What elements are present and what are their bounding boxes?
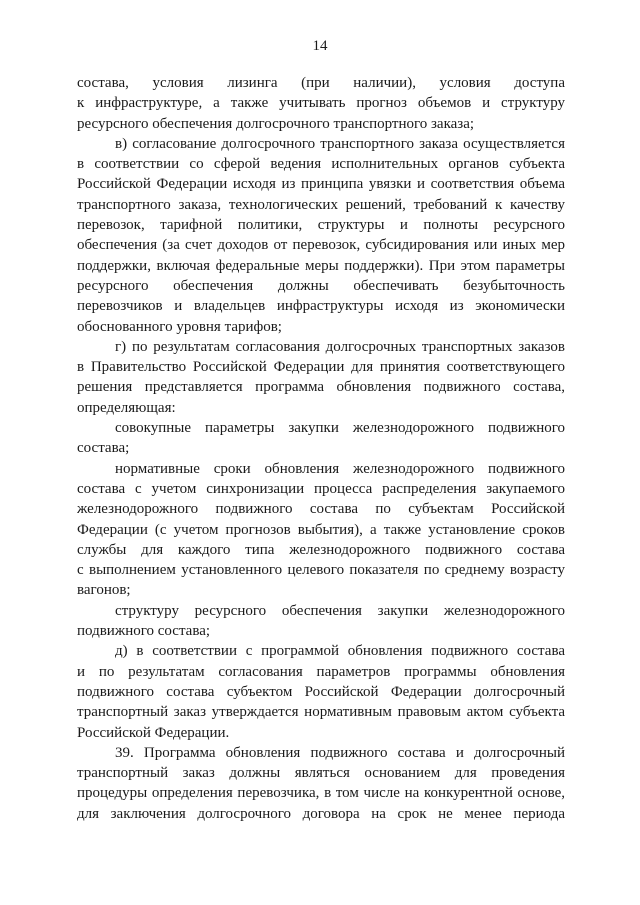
text-line: состава, условия лизинга (при наличии), условия доступа [77, 75, 565, 91]
text-line: решения представляется программа обновления подвижного состава, [77, 379, 565, 396]
text-line: обоснованного уровня тарифов; [77, 318, 282, 335]
text-line: ресурсного обеспечения долгосрочного транспортного заказа; [77, 115, 475, 132]
text-line: обеспечения (за счет доходов от перевозок, субсидирования или иных мер [77, 237, 565, 254]
text-line: подвижного состава субъектом Российской Федерации долгосрочный [77, 683, 565, 700]
text-line: в) согласование долгосрочного транспортного заказа осуществляется [115, 135, 565, 152]
text-line: транспортный заказ утверждается нормативным правовым актом субъекта [77, 704, 565, 721]
text-line: подвижного состава; [77, 623, 211, 640]
text-line: структуру ресурсного обеспечения закупки железнодорожного [115, 602, 565, 619]
text-line: совокупные параметры закупки железнодорожного подвижного [115, 420, 565, 437]
text-line: вагонов; [77, 582, 131, 599]
text-line: состава; [77, 440, 130, 457]
text-line: перевозчиков и владельцев инфраструктуры исходя из экономически [77, 298, 565, 315]
text-line: транспортный заказ должны являться основанием для проведения [77, 765, 565, 782]
text-line: нормативные сроки обновления железнодорожного подвижного [115, 460, 565, 477]
text-line: службы для каждого типа железнодорожного подвижного состава [77, 541, 565, 558]
text-line: 39. Программа обновления подвижного состава и долгосрочный [115, 744, 565, 761]
text-line: с выполнением установленного целевого показателя по среднему возрасту [77, 562, 565, 579]
text-line: перевозок, тарифной политики, структуры и полноты ресурсного [77, 217, 565, 234]
text-line: Российской Федерации исходя из принципа увязки и соответствия объема [77, 176, 565, 193]
text-line: г) по результатам согласования долгосрочных транспортных заказов [115, 338, 565, 355]
text-line: Федерации (с учетом прогнозов выбытия), а также установление сроков [77, 521, 565, 538]
text-line: поддержки, включая федеральные меры поддержки). При этом параметры [77, 257, 565, 274]
text-line: в соответствии со сферой ведения исполнительных органов субъекта [77, 156, 565, 173]
text-line: процедуры определения перевозчика, в том числе на конкурентной основе, [77, 785, 565, 802]
page-number: 14 [312, 38, 328, 54]
text-line: д) в соответствии с программой обновления подвижного состава [115, 643, 565, 660]
text-line: состава с учетом синхронизации процесса распределения закупаемого [77, 480, 565, 497]
text-line: определяющая: [77, 399, 176, 416]
text-line: к инфраструктуре, а также учитывать прогноз объемов и структуру [77, 95, 565, 112]
text-line: железнодорожного подвижного состава по субъектам Российской [77, 501, 565, 518]
text-line: для заключения долгосрочного договора на срок не менее периода [77, 805, 565, 822]
text-line: Российской Федерации. [77, 724, 230, 741]
document-body [77, 73, 565, 824]
text-line: транспортного заказа, технологических решений, требований к качеству [77, 196, 565, 213]
text-line: ресурсного обеспечения должны обеспечивать безубыточность [77, 277, 565, 294]
text-line: в Правительство Российской Федерации для принятия соответствующего [77, 359, 565, 376]
text-line: и по результатам согласования параметров программы обновления [77, 663, 565, 680]
